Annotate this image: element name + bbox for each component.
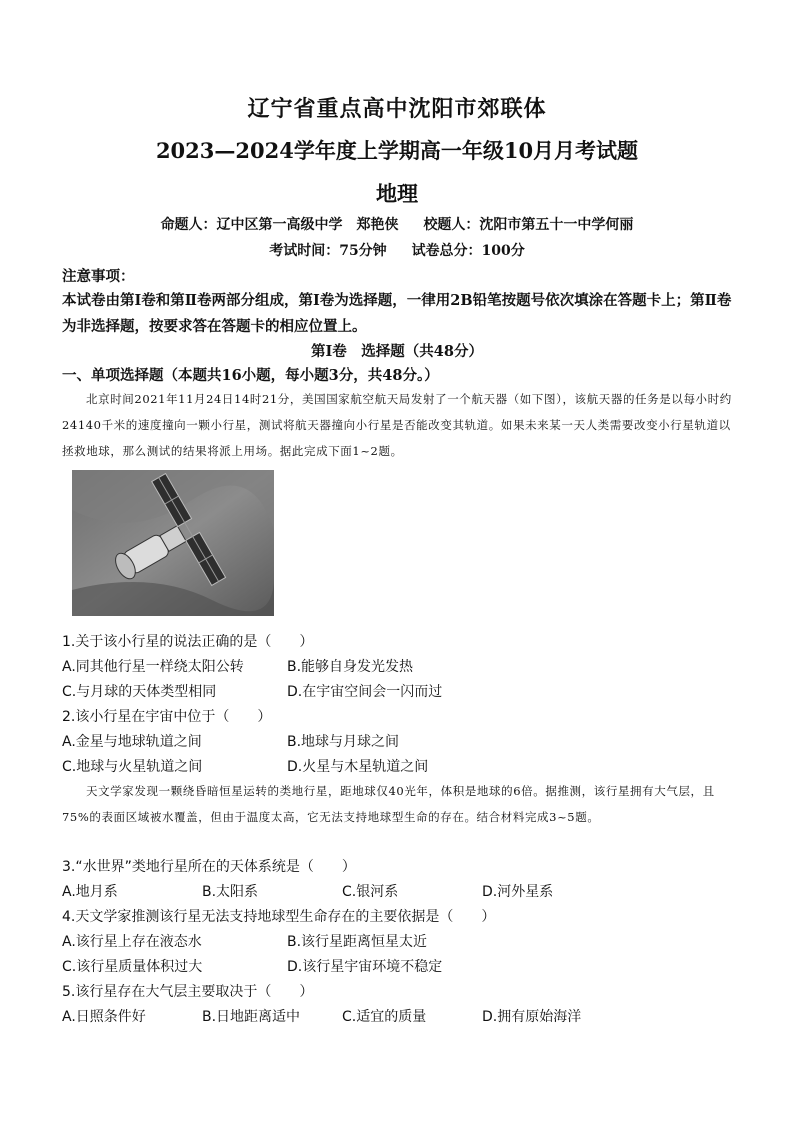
q1-option-c[interactable]: C.与月球的天体类型相同	[62, 684, 217, 700]
q4-option-a[interactable]: A.该行星上存在液态水	[62, 934, 202, 950]
q5-option-d[interactable]: D.拥有原始海洋	[482, 1009, 582, 1025]
exam-info	[0, 240, 794, 260]
q3-option-b[interactable]: B.太阳系	[202, 884, 259, 900]
notes-title: 注意事项：	[62, 268, 135, 285]
exam-time: 考试时间：75分钟	[269, 243, 387, 259]
passage-1: 北京时间2021年11月24日14时21分，美国国家航空航天局发射了一个航天器（如下图），该航天器的任务是以每小时约24140千米的速度撞向一颗小行星，测试将航天器撞向小行星是否能改变其轨道。如果未来某一天人类需要改变小行星轨道以拯救地球，那么测试的结果将派上用场。据此完成下面1~2题。	[62, 392, 732, 458]
exam-authors	[0, 214, 794, 234]
q5-option-a[interactable]: A.日照条件好	[62, 1009, 146, 1025]
question-4-stem: 4.天文学家推测该行星无法支持地球型生命存在的主要依据是（ ）	[62, 909, 496, 925]
reviewer: 校题人：沈阳市第五十一中学何丽	[423, 217, 634, 233]
q1-option-b[interactable]: B.能够自身发光发热	[287, 659, 414, 675]
q3-option-a[interactable]: A.地月系	[62, 884, 118, 900]
q5-option-c[interactable]: C.适宜的质量	[342, 1009, 427, 1025]
q2-option-b[interactable]: B.地球与月球之间	[287, 734, 400, 750]
question-1-stem: 1.关于该小行星的说法正确的是（ ）	[62, 634, 314, 650]
exam-title-line1: 辽宁省重点高中沈阳市郊联体	[247, 96, 547, 122]
q2-option-c[interactable]: C.地球与火星轨道之间	[62, 759, 203, 775]
question-3-stem: 3.“水世界”类地行星所在的天体系统是（ ）	[62, 859, 356, 875]
section-title: 第Ⅰ卷 选择题（共48分）	[311, 343, 483, 360]
question-5-stem: 5.该行星存在大气层主要取决于（ ）	[62, 984, 314, 1000]
question-2-stem: 2.该小行星在宇宙中位于（ ）	[62, 709, 272, 725]
exam-title-line2: 2023—2024学年度上学期高一年级10月月考试题	[155, 138, 639, 163]
q5-option-b[interactable]: B.日地距离适中	[202, 1009, 301, 1025]
q2-option-a[interactable]: A.金星与地球轨道之间	[62, 734, 202, 750]
q1-option-d[interactable]: D.在宇宙空间会一闪而过	[287, 684, 443, 700]
q2-option-d[interactable]: D.火星与木星轨道之间	[287, 759, 429, 775]
exam-score: 试卷总分：100分	[411, 243, 525, 259]
q4-option-b[interactable]: B.该行星距离恒星太近	[287, 934, 428, 950]
q3-option-d[interactable]: D.河外星系	[482, 884, 554, 900]
q4-option-c[interactable]: C.该行星质量体积过大	[62, 959, 203, 975]
notes-body: 本试卷由第Ⅰ卷和第Ⅱ卷两部分组成，第Ⅰ卷为选择题，一律用2B铅笔按题号依次填涂在答题卡上；第Ⅱ卷为非选择题，按要求答在答题卡的相应位置上。	[62, 292, 732, 335]
passage-2: 天文学家发现一颗绕昏暗恒星运转的类地行星，距地球仅40光年，体积是地球的6倍。据推测，该行星拥有大气层，且75%的表面区域被水覆盖，但由于温度太高，它无法支持地球型生命的存在。结合材料完成3~5题。	[62, 784, 715, 824]
author: 命题人：辽中区第一高级中学 郑艳侠	[160, 217, 399, 233]
exam-subject: 地理	[376, 181, 418, 206]
spacecraft-photo	[72, 470, 274, 616]
section-subtitle: 一、单项选择题（本题共16小题，每小题3分，共48分。）	[62, 367, 439, 384]
q3-option-c[interactable]: C.银河系	[342, 884, 399, 900]
q4-option-d[interactable]: D.该行星宇宙环境不稳定	[287, 959, 443, 975]
spacecraft-illustration	[72, 470, 274, 616]
q1-option-a[interactable]: A.同其他行星一样绕太阳公转	[62, 659, 244, 675]
